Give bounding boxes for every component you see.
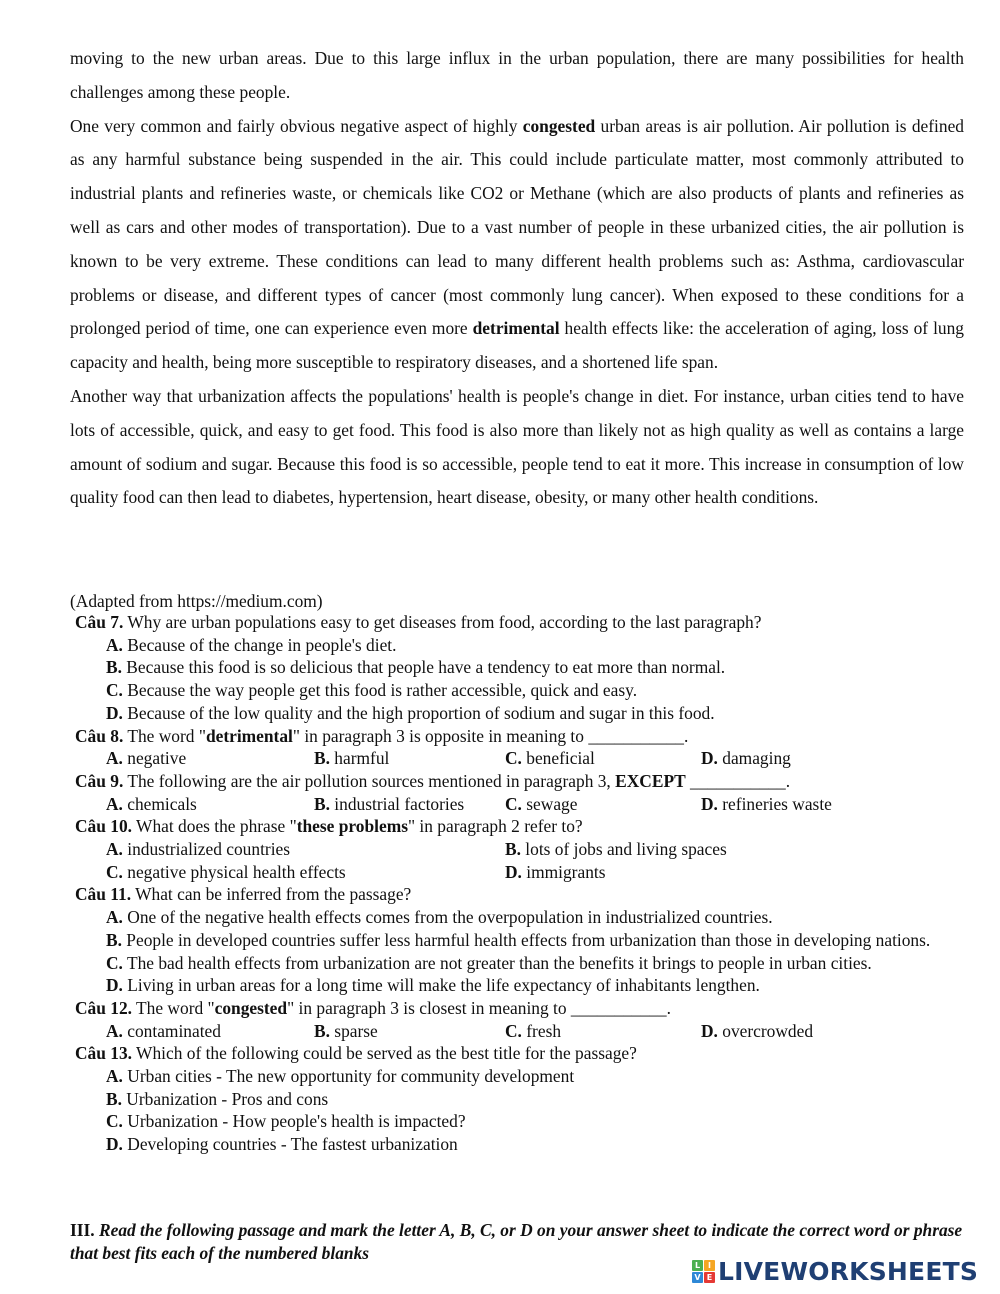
question-text: The following are the air pollution sources mentioned in paragraph 3,	[123, 770, 616, 791]
reading-passage	[70, 42, 964, 515]
option-letter: C.	[505, 748, 522, 769]
option-b[interactable]	[314, 793, 505, 816]
option-a[interactable]	[70, 906, 950, 929]
question-text: " in paragraph 3 is opposite in meaning to	[292, 725, 589, 746]
logo-tile-v: V	[692, 1272, 703, 1283]
option-c[interactable]	[70, 1110, 950, 1133]
question-keyword: these problems	[296, 816, 408, 837]
option-letter: A.	[106, 907, 123, 928]
question-number: Câu 8.	[75, 725, 124, 746]
option-letter: C.	[106, 680, 123, 701]
option-text: immigrants	[521, 861, 606, 882]
question-stem	[70, 611, 950, 634]
keyword-congested: congested	[522, 115, 596, 136]
passage-paragraph-3	[70, 380, 964, 515]
question-text: What does the phrase "	[132, 816, 297, 837]
option-letter: A.	[106, 1066, 123, 1087]
option-text: fresh	[521, 1020, 562, 1041]
passage-text: urban areas is air pollution. Air pollution is defined as any harmful substance being suspended in the air. This could include particulate matter, most commonly attributed to industrial plants and refineries waste, or chemicals like CO2 or Methane (which are also products of plants and refineries as well as cars and other modes of transportation). Due to a vast number of people in these urbanized cities, the air pollution is known to be very extreme. These conditions can lead to many different health problems such as: Asthma, cardiovascular problems or disease, and different types of cancer (most commonly lung cancer). When exposed to these conditions for a prolonged period of time, one can experience even more	[70, 115, 964, 339]
option-text: industrialized countries	[122, 839, 291, 860]
liveworksheets-logo	[692, 1257, 978, 1286]
question-number: Câu 13.	[75, 1043, 133, 1064]
option-letter: B.	[106, 657, 122, 678]
question-text: What can be inferred from the passage?	[131, 884, 412, 905]
option-b[interactable]	[505, 838, 727, 861]
logo-grid-icon	[692, 1260, 715, 1283]
option-text: overcrowded	[717, 1020, 814, 1041]
option-letter: A.	[106, 839, 123, 860]
option-b[interactable]	[70, 929, 950, 952]
section-instruction-text: Read the following passage and mark the letter A, B, C, or D on your answer sheet to indicate the correct word or phrase that best fits each of the numbered blanks	[70, 1220, 963, 1263]
question-text: Why are urban populations easy to get diseases from food, according to the last paragraph?	[123, 612, 762, 632]
logo-tile-i: I	[704, 1260, 715, 1271]
option-letter: A.	[106, 634, 123, 655]
option-d[interactable]	[70, 974, 950, 997]
option-text: Because of the low quality and the high proportion of sodium and sugar in this food.	[122, 702, 715, 723]
option-a[interactable]	[106, 793, 314, 816]
option-text: Developing countries - The fastest urbanization	[122, 1134, 458, 1155]
option-letter: A.	[106, 793, 123, 814]
keyword-detrimental: detrimental	[472, 318, 560, 339]
option-text: chemicals	[122, 793, 197, 814]
option-letter: D.	[701, 1020, 718, 1041]
option-text: The bad health effects from urbanization are not greater than the benefits it brings to people in urban cities.	[122, 952, 872, 973]
option-letter: C.	[106, 952, 123, 973]
option-b[interactable]	[70, 656, 950, 679]
logo-wordmark: LIVEWORKSHEETS	[718, 1257, 979, 1286]
passage-text: health effects like: the acceleration of aging, loss of lung capacity and health, being more susceptible to respiratory diseases, and a shortened life span.	[70, 318, 965, 373]
option-text: Urbanization - How people's health is impacted?	[122, 1111, 466, 1132]
question-list	[70, 611, 950, 1156]
option-text: sewage	[521, 793, 578, 814]
option-text: Urbanization - Pros and cons	[121, 1088, 329, 1109]
option-letter: B.	[505, 839, 521, 860]
option-letter: C.	[106, 861, 123, 882]
passage-paragraph-2	[70, 110, 964, 380]
question-11	[70, 883, 950, 997]
option-c[interactable]	[505, 1020, 701, 1043]
option-text: Living in urban areas for a long time will make the life expectancy of inhabitants lengthen.	[122, 975, 760, 996]
option-letter: B.	[314, 1020, 330, 1041]
question-13	[70, 1042, 950, 1156]
question-text: The word "	[123, 725, 206, 746]
question-8	[70, 725, 950, 770]
option-text: Because this food is so delicious that people have a tendency to eat more than normal.	[121, 657, 726, 678]
question-number: Câu 10.	[75, 816, 133, 837]
option-d[interactable]	[701, 793, 832, 816]
option-letter: C.	[505, 793, 522, 814]
question-text: The word "	[132, 997, 215, 1018]
question-text: " in paragraph 2 refer to?	[407, 816, 583, 837]
passage-source: (Adapted from https://medium.com)	[70, 591, 323, 611]
option-b[interactable]	[314, 1020, 505, 1043]
question-end: .	[666, 997, 671, 1018]
question-7	[70, 611, 950, 725]
option-letter: B.	[106, 929, 122, 950]
question-number: Câu 12.	[75, 997, 133, 1018]
options-row	[70, 747, 950, 770]
option-text: harmful	[329, 748, 390, 769]
option-d[interactable]	[505, 861, 606, 884]
question-stem	[70, 883, 950, 906]
question-keyword: congested	[214, 997, 288, 1018]
question-end: .	[785, 770, 791, 791]
option-text: lots of jobs and living spaces	[520, 839, 727, 860]
option-b[interactable]	[314, 747, 505, 770]
option-letter: D.	[701, 748, 718, 769]
logo-tile-e: E	[704, 1272, 715, 1283]
passage-text: Another way that urbanization affects the populations' health is people's change in diet. For instance, urban cities tend to have lots of accessible, quick, and easy to get food. This food is also more than likely not as high quality as well as contains a large amount of sodium and sugar. Because this food is so accessible, people tend to eat it more. This increase in consumption of low quality food can then lead to diabetes, hypertension, heart disease, obesity, or many other health conditions.	[70, 385, 964, 508]
option-letter: C.	[106, 1111, 123, 1132]
option-letter: A.	[106, 748, 123, 769]
option-text: contaminated	[122, 1020, 221, 1041]
logo-tile-l: L	[692, 1260, 703, 1271]
question-number: Câu 9.	[75, 770, 124, 791]
question-10	[70, 815, 950, 883]
option-letter: B.	[314, 793, 330, 814]
section-number: III.	[70, 1220, 95, 1240]
option-letter: B.	[106, 1088, 122, 1109]
question-keyword: EXCEPT	[615, 770, 686, 791]
option-text: sparse	[329, 1020, 378, 1041]
option-letter: D.	[701, 793, 718, 814]
option-d[interactable]	[701, 1020, 813, 1043]
option-text: People in developed countries suffer less harmful health effects from urbanization than those in developing nations.	[121, 929, 931, 950]
passage-paragraph-1	[70, 42, 964, 110]
option-text: Because the way people get this food is rather accessible, quick and easy.	[122, 680, 638, 701]
option-c[interactable]	[70, 952, 950, 975]
option-c[interactable]	[70, 679, 950, 702]
option-letter: D.	[106, 975, 123, 996]
option-text: industrial factories	[329, 793, 465, 814]
option-letter: D.	[106, 1134, 123, 1155]
question-keyword: detrimental	[205, 725, 293, 746]
question-9	[70, 770, 950, 815]
option-text: Because of the change in people's diet.	[122, 634, 397, 655]
option-d[interactable]	[70, 702, 950, 725]
options-row	[70, 1020, 950, 1043]
option-text: beneficial	[521, 748, 595, 769]
option-d[interactable]	[70, 1133, 950, 1156]
passage-text: One very common and fairly obvious negative aspect of highly	[70, 115, 523, 136]
question-stem	[70, 815, 950, 838]
option-a[interactable]	[106, 838, 505, 861]
question-end: .	[683, 725, 689, 746]
option-a[interactable]	[70, 634, 950, 657]
option-letter: B.	[314, 748, 330, 769]
option-text: damaging	[717, 748, 791, 769]
option-letter: C.	[505, 1020, 522, 1041]
option-c[interactable]	[505, 793, 701, 816]
option-letter: D.	[106, 702, 123, 723]
option-letter: A.	[106, 1020, 123, 1041]
answer-blank[interactable]: ___________	[690, 770, 786, 791]
option-a[interactable]	[106, 1020, 314, 1043]
option-b[interactable]	[70, 1088, 950, 1111]
question-text: " in paragraph 3 is closest in meaning to	[287, 997, 571, 1018]
question-stem	[70, 725, 950, 748]
option-text: negative physical health effects	[122, 861, 346, 882]
question-stem	[70, 1042, 950, 1065]
option-text: Urban cities - The new opportunity for community development	[122, 1066, 575, 1087]
question-text: Which of the following could be served as the best title for the passage?	[132, 1043, 637, 1064]
options-row	[70, 838, 950, 861]
options-row	[70, 861, 950, 884]
passage-text: moving to the new urban areas. Due to this large influx in the urban population, there are many possibilities for health challenges among these people.	[70, 48, 964, 102]
answer-blank[interactable]: ___________	[588, 725, 684, 746]
option-c[interactable]	[505, 747, 701, 770]
option-letter: D.	[505, 861, 522, 882]
option-d[interactable]	[701, 747, 791, 770]
option-text: One of the negative health effects comes from the overpopulation in industrialized countries.	[122, 907, 773, 928]
option-c[interactable]	[106, 861, 505, 884]
question-number: Câu 11.	[75, 884, 132, 905]
answer-blank[interactable]: ___________	[570, 997, 667, 1018]
question-number: Câu 7.	[75, 612, 124, 632]
question-stem	[70, 997, 950, 1020]
options-row	[70, 793, 950, 816]
question-stem	[70, 770, 950, 793]
question-12	[70, 997, 950, 1042]
option-text: negative	[122, 748, 187, 769]
option-text: refineries waste	[717, 793, 832, 814]
option-a[interactable]	[106, 747, 314, 770]
option-a[interactable]	[70, 1065, 950, 1088]
